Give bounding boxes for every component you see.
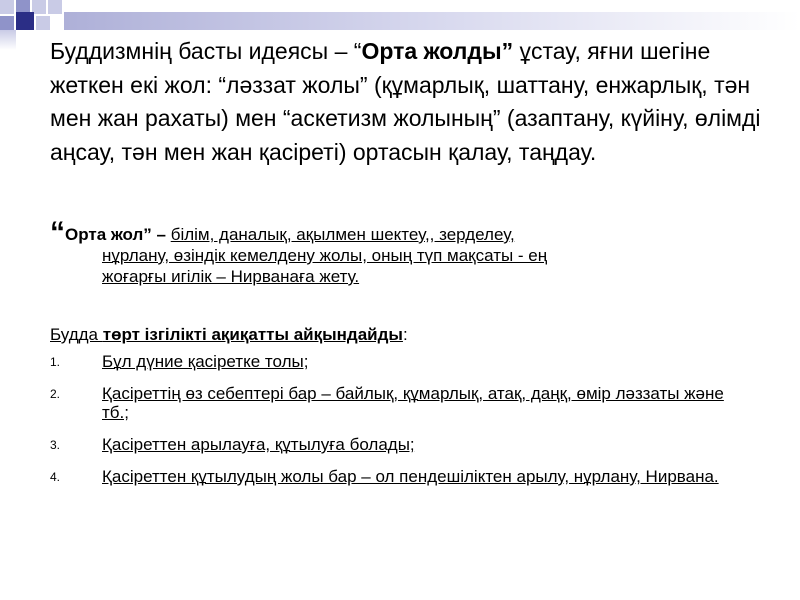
middle-way-definition	[50, 216, 730, 287]
intro-text-part2: ұстау, яғни шегіне жеткен екі жол: “ләззат жолы” (құмарлық, шаттану, енжарлық, тән мен жан рахаты) мен “аскетизм жолының” (азаптану, күйіну, өлімді аңсау, тән мен жан қасіреті) ортасын қалау, таңдау.	[50, 38, 761, 165]
middle-way-term: Орта жол” –	[65, 225, 166, 244]
list-item	[50, 352, 740, 371]
corner-square	[36, 16, 50, 30]
corner-square	[0, 16, 14, 30]
opening-quote-mark: “	[50, 216, 65, 249]
corner-square	[48, 0, 62, 14]
truths-heading-part2: :	[402, 325, 408, 344]
truths-list	[50, 352, 740, 499]
corner-square	[0, 0, 14, 14]
corner-square	[16, 12, 34, 30]
list-item-number: 2.	[50, 387, 61, 401]
list-item	[50, 467, 740, 486]
list-item-number: 3.	[50, 438, 61, 452]
truths-heading-bold: төрт ізгілікті ақиқатты айқындайды	[102, 325, 403, 344]
intro-text-bold: Орта жолды”	[361, 38, 514, 64]
truths-heading	[50, 324, 408, 345]
list-item	[50, 435, 740, 454]
list-item-text: Қасіреттен арылауға, құтылуға болады;	[102, 435, 415, 454]
header-gradient-bar	[64, 12, 800, 30]
list-item-number: 1.	[50, 355, 61, 369]
truths-heading-part1: Будда	[50, 325, 103, 344]
definition-line-1: білім, даналық, ақылмен шектеу,, зерделеу,	[170, 225, 515, 244]
list-item	[50, 384, 740, 422]
list-item-text: Қасіреттен құтылудың жолы бар – ол пендешіліктен арылу, нұрлану, Нирвана.	[102, 467, 719, 486]
definition-line-3: жоғарғы игілік – Нирванаға жету.	[102, 267, 360, 286]
side-gradient-bar	[0, 30, 16, 50]
list-item-text: Қасіреттің өз себептері бар – байлық, құмарлық, атақ, даңқ, өмір ләззаты және тб.;	[102, 384, 724, 422]
intro-text-part1: Буддизмнің басты идеясы – “	[50, 38, 362, 64]
intro-paragraph	[50, 35, 770, 169]
corner-square	[32, 0, 46, 14]
list-item-text: Бұл дүние қасіретке толы;	[102, 352, 309, 371]
list-item-number: 4.	[50, 470, 61, 484]
definition-line-2: нұрлану, өзіндік кемелдену жолы, оның түп мақсаты - ең	[102, 246, 548, 265]
